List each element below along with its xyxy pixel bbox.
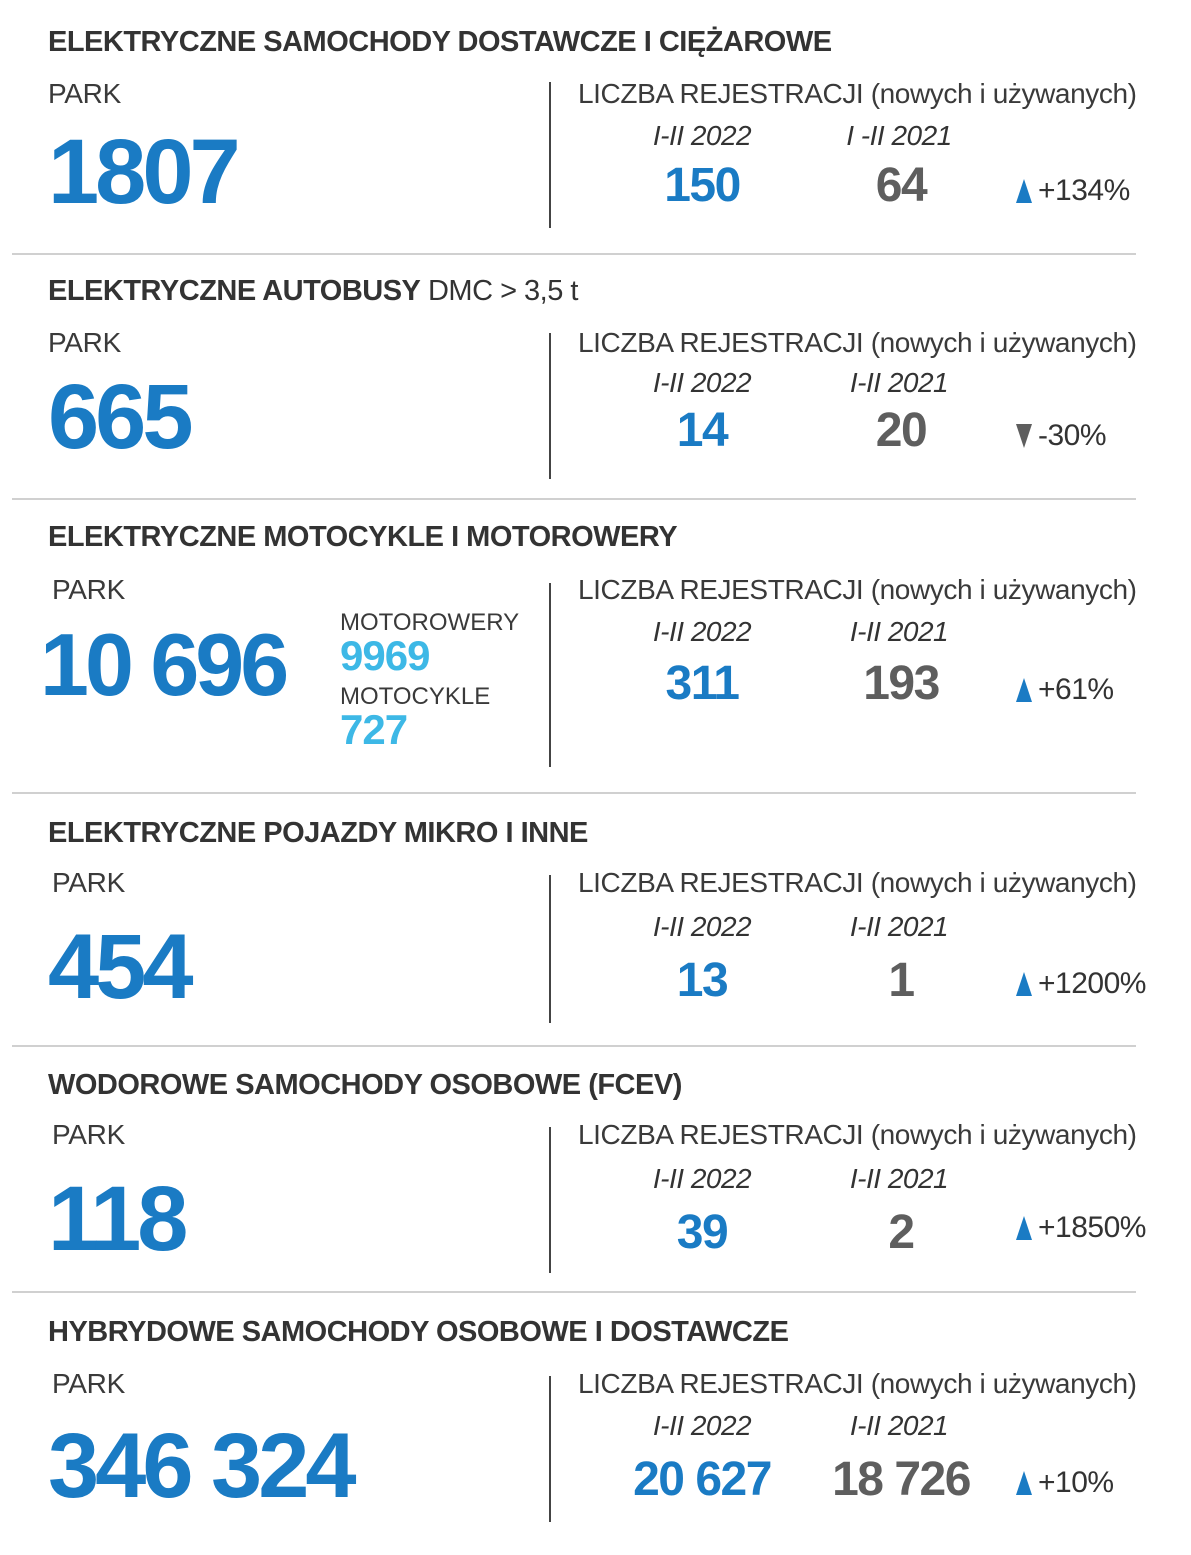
registrations-current: 39: [676, 1206, 728, 1259]
period-previous: I-II 2021: [849, 1163, 949, 1194]
section-divider: [12, 792, 1136, 794]
registrations-previous: 193: [863, 657, 939, 710]
change-value: -30%: [1038, 419, 1107, 452]
trend-up-icon: [1016, 972, 1032, 996]
change-indicator: [1016, 1466, 1114, 1500]
period-current: I-II 2022: [652, 1163, 752, 1194]
registrations-previous: 2: [888, 1206, 914, 1259]
section-title: ELEKTRYCZNE MOTOCYKLE I MOTOROWERY: [48, 521, 678, 553]
registrations-label: LICZBA REJESTRACJI (nowych i używanych): [578, 78, 1137, 109]
change-value: +61%: [1038, 673, 1114, 706]
period-previous: I-II 2021: [849, 367, 949, 398]
park-value: 10 696: [40, 615, 286, 714]
column-divider: [549, 875, 551, 1023]
period-current: I-II 2022: [652, 367, 752, 398]
trend-up-icon: [1016, 1216, 1032, 1240]
period-previous: I-II 2021: [849, 911, 949, 942]
park-label: PARK: [48, 327, 121, 358]
period-current: I-II 2022: [652, 120, 752, 151]
registrations-current: 20 627: [633, 1453, 771, 1506]
registrations-previous: 20: [875, 404, 927, 457]
park-label: PARK: [52, 1119, 125, 1150]
trend-up-icon: [1016, 1471, 1032, 1495]
section-divider: [12, 253, 1136, 255]
registrations-current: 14: [676, 404, 728, 457]
change-indicator: [1016, 174, 1130, 208]
section-title: ELEKTRYCZNE SAMOCHODY DOSTAWCZE I CIĘŻAROWE: [48, 26, 832, 58]
registrations-previous: 18 726: [832, 1453, 970, 1506]
column-divider: [549, 82, 551, 228]
section-title: WODOROWE SAMOCHODY OSOBOWE (FCEV): [48, 1069, 682, 1101]
section-divider: [12, 1045, 1136, 1047]
section-title: ELEKTRYCZNE POJAZDY MIKRO I INNE: [48, 817, 588, 849]
park-value: 454: [48, 916, 190, 1018]
section-title: ELEKTRYCZNE AUTOBUSY DMC > 3,5 t: [48, 275, 578, 307]
period-previous: I-II 2021: [849, 616, 949, 647]
change-indicator: [1016, 967, 1146, 1001]
section-title: HYBRYDOWE SAMOCHODY OSOBOWE I DOSTAWCZE: [48, 1316, 789, 1348]
mopeds-value: 9969: [340, 632, 430, 679]
registrations-label: LICZBA REJESTRACJI (nowych i używanych): [578, 867, 1137, 898]
column-divider: [549, 1127, 551, 1273]
change-value: +10%: [1038, 1466, 1114, 1499]
park-label: PARK: [48, 78, 121, 109]
mopeds-label: MOTOROWERY: [340, 609, 520, 636]
change-value: +1850%: [1038, 1211, 1146, 1244]
park-value: 346 324: [48, 1415, 353, 1517]
column-divider: [549, 583, 551, 767]
column-divider: [549, 1376, 551, 1522]
park-value: 665: [48, 366, 190, 468]
section-divider: [12, 1291, 1136, 1293]
registrations-previous: 64: [875, 159, 927, 212]
park-value: 1807: [48, 121, 237, 223]
period-previous: I -II 2021: [846, 120, 952, 151]
trend-up-icon: [1016, 678, 1032, 702]
section-title-qualifier: DMC > 3,5 t: [420, 275, 578, 307]
period-current: I-II 2022: [652, 1410, 752, 1441]
change-value: +1200%: [1038, 967, 1146, 1000]
park-value: 118: [48, 1168, 185, 1270]
period-current: I-II 2022: [652, 616, 752, 647]
registrations-label: LICZBA REJESTRACJI (nowych i używanych): [578, 1119, 1137, 1150]
park-label: PARK: [52, 1368, 125, 1399]
trend-down-icon: [1016, 424, 1032, 448]
change-indicator: [1016, 1211, 1146, 1245]
change-indicator: [1016, 419, 1106, 453]
change-value: +134%: [1038, 174, 1130, 207]
section-divider: [12, 498, 1136, 500]
park-label: PARK: [52, 574, 125, 605]
motorcycles-label: MOTOCYKLE: [340, 683, 491, 710]
column-divider: [549, 333, 551, 479]
registrations-current: 311: [665, 657, 739, 710]
registrations-label: LICZBA REJESTRACJI (nowych i używanych): [578, 574, 1137, 605]
motorcycles-value: 727: [340, 706, 408, 753]
trend-up-icon: [1016, 179, 1032, 203]
registrations-label: LICZBA REJESTRACJI (nowych i używanych): [578, 1368, 1137, 1399]
registrations-current: 13: [676, 954, 728, 1007]
registrations-current: 150: [664, 159, 740, 212]
registrations-previous: 1: [888, 954, 914, 1007]
park-label: PARK: [52, 867, 125, 898]
period-previous: I-II 2021: [849, 1410, 949, 1441]
change-indicator: [1016, 673, 1114, 707]
period-current: I-II 2022: [652, 911, 752, 942]
registrations-label: LICZBA REJESTRACJI (nowych i używanych): [578, 327, 1137, 358]
